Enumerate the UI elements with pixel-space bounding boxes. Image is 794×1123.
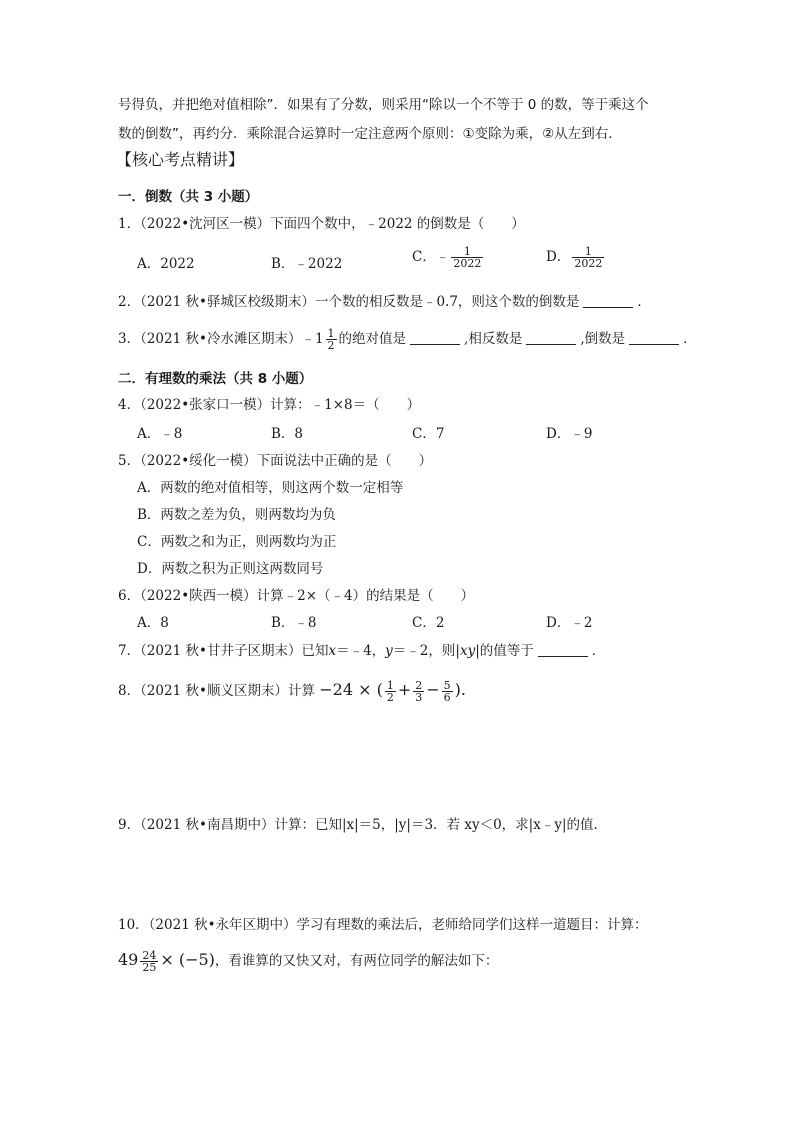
q8-fraction-3	[442, 680, 453, 703]
q4-option-b: B．8	[271, 426, 304, 442]
q2-end: ．	[637, 294, 651, 310]
q2-answer-blank	[583, 293, 633, 308]
q7-eq2: ＝﹣2，则|	[392, 643, 460, 659]
q8-fraction-2	[413, 680, 424, 703]
q10-times: × (−5)	[160, 950, 215, 969]
q4-stem: 4．（2022•张家口一模）计算：﹣1×8＝（ ）	[118, 397, 421, 413]
q1-option-d-fraction	[572, 246, 604, 269]
q10-frac-num: 24	[142, 949, 157, 962]
section1-title: 一．倒数（共 3 小题）	[118, 189, 259, 205]
q10-frac-den: 25	[142, 961, 157, 974]
q7-prefix: 7．（2021 秋•甘井子区期末）已知	[118, 643, 329, 659]
q8-plus: +	[397, 680, 412, 699]
intro-line-2: 数的倒数”，再约分．乘除混合运算时一定注意两个原则：①变除为乘，②从左到右．	[118, 126, 622, 142]
q8-expr-end: ).	[454, 680, 466, 699]
q10-whole: 49	[118, 950, 139, 969]
q1-option-d-denominator: 2022	[574, 257, 603, 270]
q5-option-b: B．两数之差为负，则两数均为负	[137, 507, 336, 523]
q1-option-a: A．2022	[137, 256, 195, 272]
q6-stem: 6．（2022•陕西一模）计算﹣2×（﹣4）的结果是（ ）	[118, 588, 475, 604]
q1-option-d-numerator: 1	[584, 245, 592, 258]
q8-fraction-1	[385, 680, 396, 703]
q1-option-c-numerator: 1	[463, 245, 471, 258]
q5-option-a: A．两数的绝对值相等，则这两个数一定相等	[137, 480, 404, 496]
section2-title: 二．有理数的乘法（共 8 小题）	[118, 371, 313, 387]
q4-option-a: A．﹣8	[137, 426, 183, 442]
q1-option-c-denominator: 2022	[453, 257, 482, 270]
q10-line-2	[118, 950, 498, 973]
q8-f2-den: 3	[415, 691, 423, 704]
q8-minus: −	[426, 680, 440, 699]
q3-abs-label: 的绝对值是	[338, 331, 407, 347]
q8	[118, 680, 466, 703]
q1-option-d	[546, 246, 606, 269]
q6-option-d: D．﹣2	[546, 615, 593, 631]
q6-option-c: C．2	[412, 615, 445, 631]
q3-reciprocal-blank	[629, 330, 679, 345]
q6-option-b: B．﹣8	[271, 615, 317, 631]
core-points-heading: 【核心考点精讲】	[116, 150, 245, 169]
q5-option-d: D．两数之积为正则这两数同号	[137, 561, 324, 577]
q5-stem: 5．（2022•绥化一模）下面说法中正确的是（ ）	[118, 453, 433, 469]
q3-reciprocal-label: ,倒数是	[580, 331, 626, 347]
q9: 9．（2021 秋•南昌期中）计算：已知|x|＝5，|y|＝3．若 xy＜0，求|x﹣y|的值．	[118, 817, 608, 833]
q8-expr-start: −24 × (	[319, 680, 383, 699]
q3-fraction	[326, 328, 337, 351]
q1-option-c-prefix: C．﹣	[412, 249, 450, 265]
q10-line-1: 10．（2021 秋•永年区期中）学习有理数的乘法后，老师给同学们这样一道题目：计算：	[118, 917, 648, 933]
q8-f3-num: 5	[443, 679, 451, 692]
q1-option-b: B．﹣2022	[271, 256, 343, 272]
q4-option-d: D．﹣9	[546, 426, 593, 442]
q7-suffix: |的值等于	[475, 643, 534, 659]
q8-prefix: 8．（2021 秋•顺义区期末）计算	[118, 683, 315, 699]
q3-opposite-label: ,相反数是	[464, 331, 523, 347]
q3-end: ．	[683, 331, 697, 347]
q3-opposite-blank	[526, 330, 576, 345]
q2-stem: 2．（2021 秋•驿城区校级期末）一个数的相反数是﹣0.7，则这个数的倒数是	[118, 294, 580, 310]
q4-option-c: C．7	[412, 426, 445, 442]
q7-var-y: y	[385, 643, 393, 659]
q3-prefix: 3．（2021 秋•冷水滩区期末）﹣1	[118, 331, 324, 347]
q3-abs-blank	[410, 330, 460, 345]
q1-option-c	[412, 246, 485, 269]
q3-denominator: 2	[327, 339, 335, 352]
q7-eq1: ＝﹣4，	[336, 643, 386, 659]
q8-f1-num: 1	[386, 679, 394, 692]
q7-answer-blank	[538, 642, 588, 657]
q8-f1-den: 2	[386, 691, 394, 704]
q1-option-d-prefix: D．	[546, 249, 571, 265]
q7-var-xy: xy	[459, 643, 476, 659]
q3	[118, 328, 697, 351]
q6-option-a: A．8	[137, 615, 169, 631]
q7	[118, 641, 605, 661]
intro-line-1: 号得负，并把绝对值相除”．如果有了分数，则采用“除以一个不等于 0 的数，等于乘这个	[118, 97, 649, 113]
q2	[118, 292, 651, 312]
q10-line-2-suffix: ，看谁算的又快又对，有两位同学的解法如下：	[214, 953, 499, 969]
q8-f2-num: 2	[415, 679, 423, 692]
q10-fraction	[140, 950, 158, 973]
q7-end: ．	[591, 643, 606, 659]
q8-f3-den: 6	[443, 691, 451, 704]
q7-var-x: x	[328, 643, 337, 659]
q3-numerator: 1	[327, 327, 335, 340]
q1-stem: 1．（2022•沈河区一模）下面四个数中，﹣2022 的倒数是（ ）	[118, 216, 525, 232]
q5-option-c: C．两数之和为正，则两数均为正	[137, 534, 337, 550]
q1-option-c-fraction	[451, 246, 483, 269]
